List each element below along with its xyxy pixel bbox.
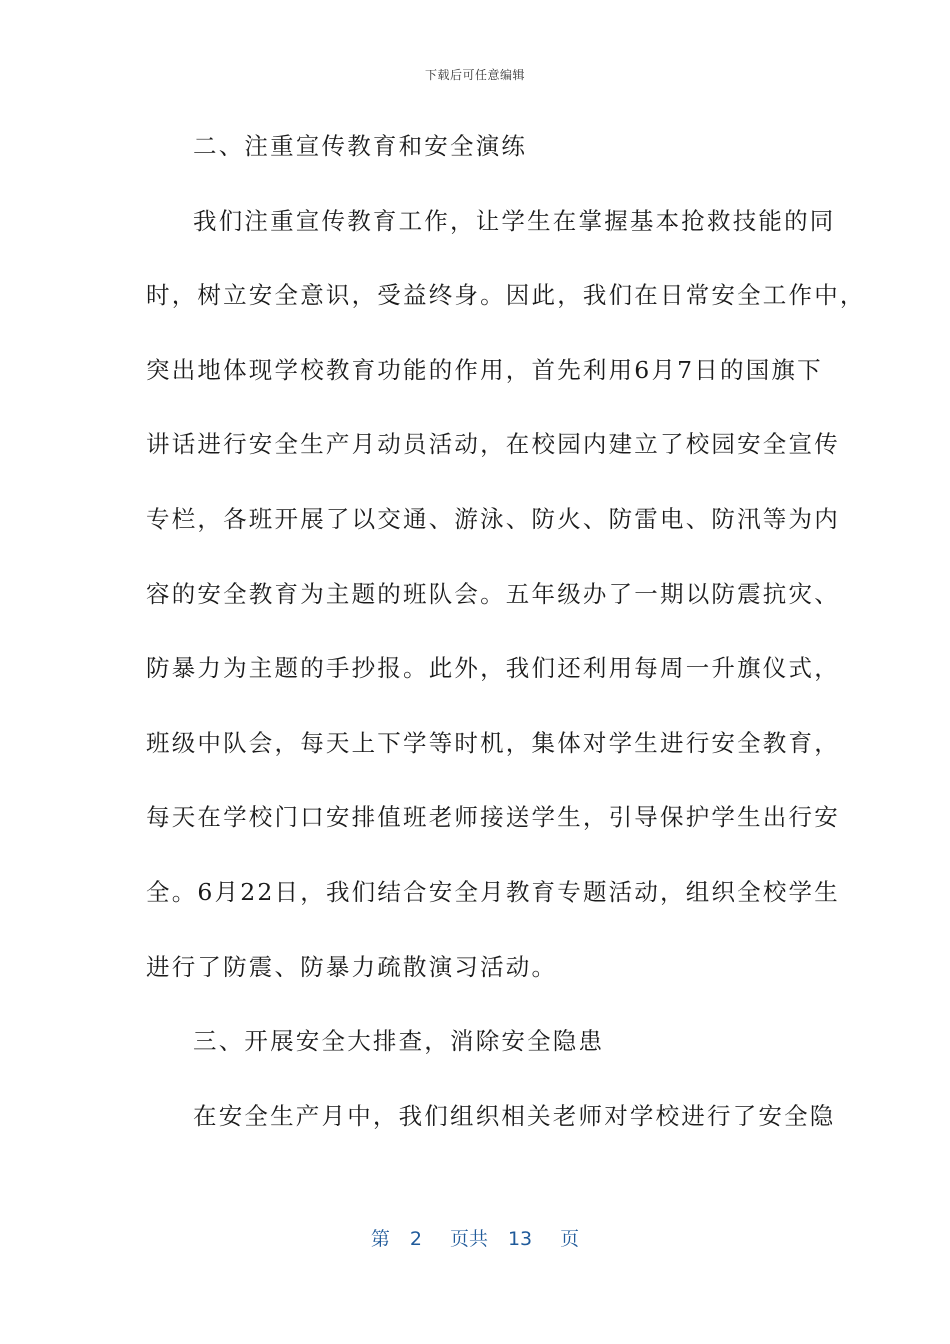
document-body [146,124,866,1168]
paragraph-line: 在安全生产月中，我们组织相关老师对学校进行了安全隐 [193,1101,836,1130]
section-heading-2: 二、注重宣传教育和安全演练 [193,132,528,160]
paragraph-line: 每天在学校门口安排值班老师接送学生，引导保护学生出行安 [146,803,840,832]
footer-current-page: 2 [409,1228,422,1250]
section-heading-3: 三、开展安全大排查，消除安全隐患 [193,1027,605,1056]
paragraph-line: 时，树立安全意识，受益终身。因此，我们在日常安全工作中， [146,281,866,310]
paragraph-line: 专栏，各班开展了以交通、游泳、防火、防雷电、防汛等为内 [146,504,840,533]
footer-suffix: 页 [560,1228,580,1250]
paragraph-line: 讲话进行安全生产月动员活动，在校园内建立了校园安全宣传 [146,430,840,459]
paragraph-line: 我们注重宣传教育工作，让学生在掌握基本抢救技能的同 [193,206,836,235]
footer-total-pages: 13 [507,1228,533,1250]
page-header-note: 下载后可任意编辑 [424,68,525,82]
paragraph-line: 突出地体现学校教育功能的作用，首先利用6月7日的国旗下 [146,355,823,384]
footer-middle: 页共 [449,1228,488,1250]
paragraph-line: 班级中队会，每天上下学等时机，集体对学生进行安全教育， [146,728,840,757]
page-number-footer [0,1224,950,1251]
paragraph-line: 全。6月22日，我们结合安全月教育专题活动，组织全校学生 [146,877,840,906]
paragraph-line: 防暴力为主题的手抄报。此外，我们还利用每周一升旗仪式， [146,654,840,683]
footer-prefix: 第 [370,1228,390,1250]
paragraph-line: 进行了防震、防暴力疏散演习活动。 [146,952,558,981]
paragraph-line: 容的安全教育为主题的班队会。五年级办了一期以防震抗灾、 [146,579,840,608]
